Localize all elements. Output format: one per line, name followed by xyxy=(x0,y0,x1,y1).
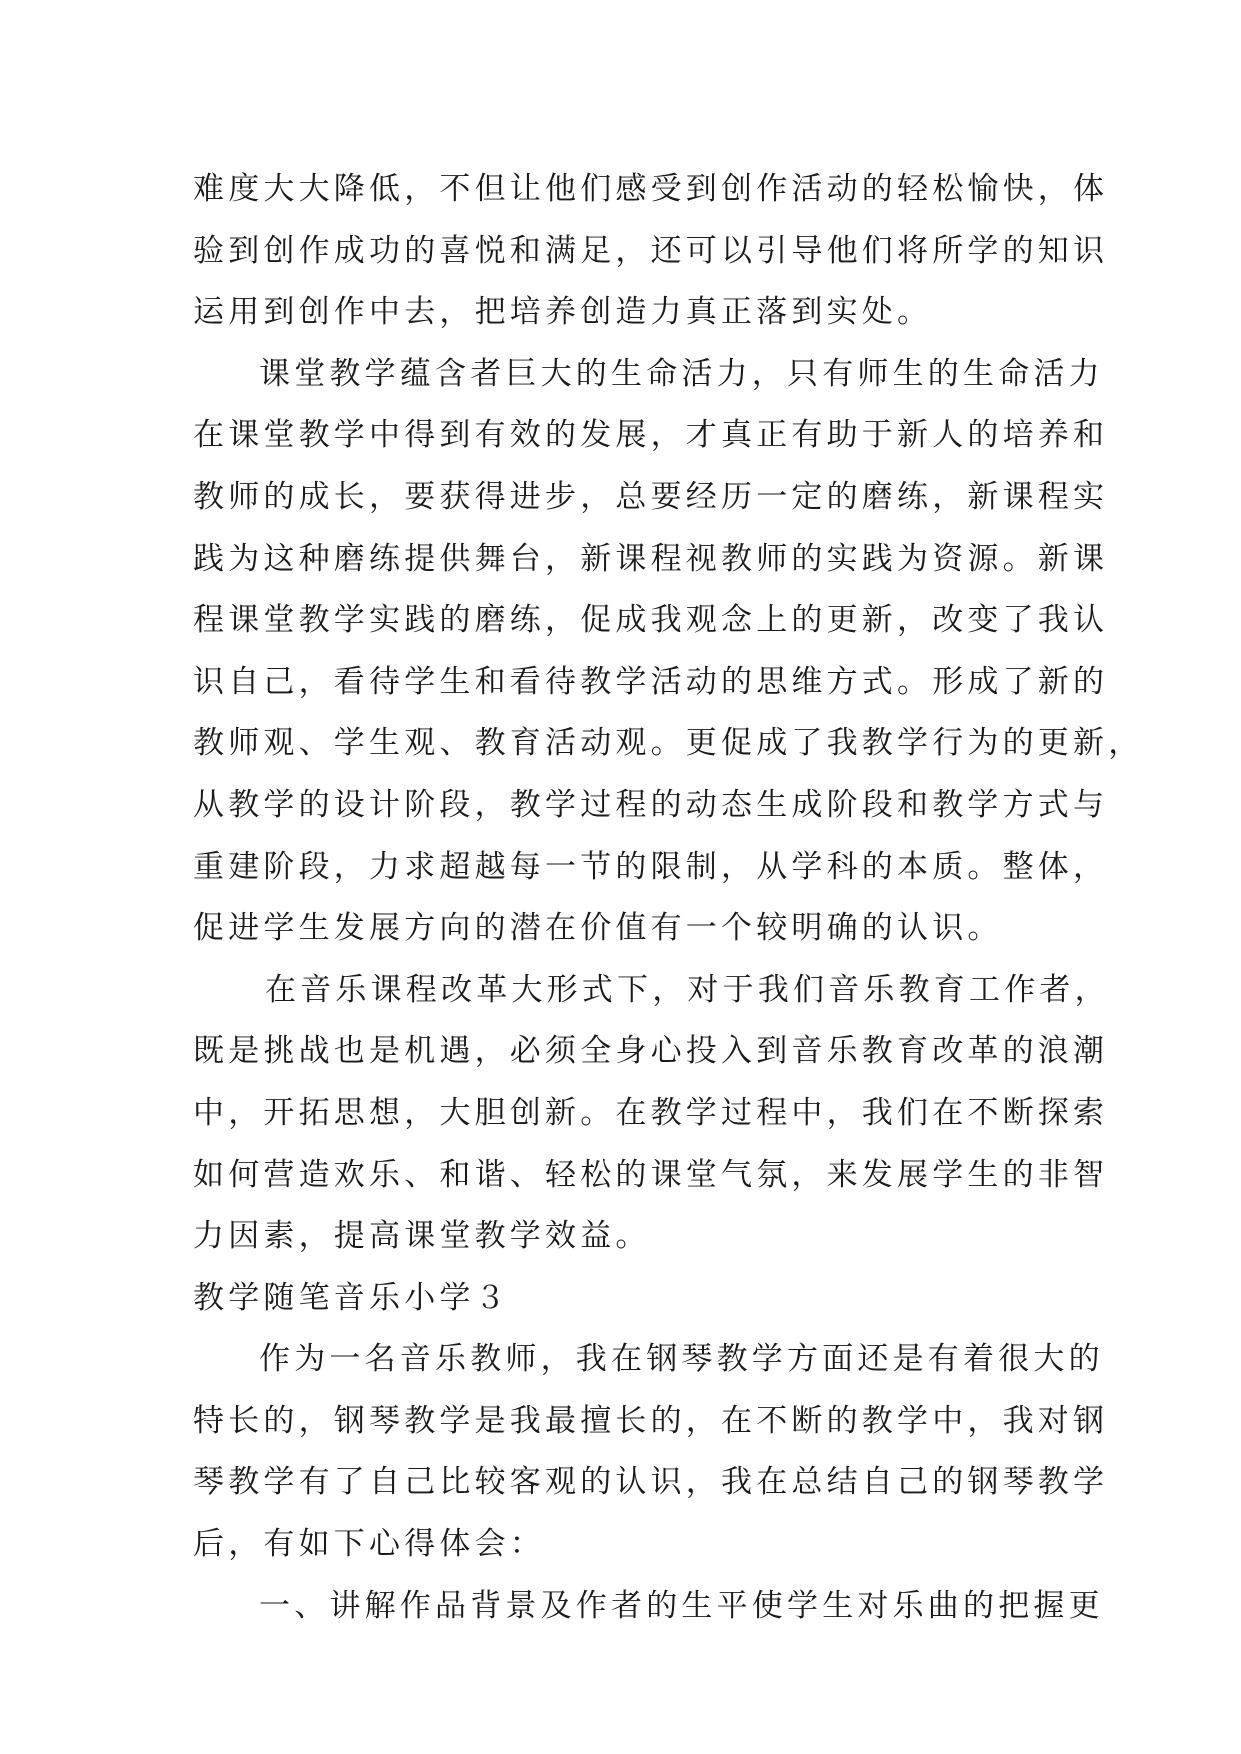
paragraph-line: 中，开拓思想，大胆创新。在教学过程中，我们在不断探索 xyxy=(193,1094,1109,1131)
paragraph-line: 促进学生发展方向的潜在价值有一个较明确的认识。 xyxy=(193,910,1003,947)
paragraph-line: 在课堂教学中得到有效的发展，才真正有助于新人的培养和 xyxy=(193,417,1109,454)
paragraph-line: 如何营造欢乐、和谐、轻松的课堂气氛，来发展学生的非智 xyxy=(193,1156,1109,1193)
paragraph-line: 验到创作成功的喜悦和满足，还可以引导他们将所学的知识 xyxy=(193,232,1109,269)
paragraph-line: 一、讲解作品背景及作者的生平使学生对乐曲的把握更 xyxy=(259,1587,1104,1624)
paragraph-line: 力因素，提高课堂教学效益。 xyxy=(193,1218,651,1255)
paragraph-line: 琴教学有了自己比较客观的认识，我在总结自己的钢琴教学 xyxy=(193,1464,1109,1501)
paragraph-line: 后，有如下心得体会： xyxy=(193,1526,545,1563)
paragraph-line: 程课堂教学实践的磨练，促成我观念上的更新，改变了我认 xyxy=(193,602,1109,639)
paragraph-line: 教师的成长，要获得进步，总要经历一定的磨练，新课程实 xyxy=(193,478,1109,515)
paragraph-line: 难度大大降低，不但让他们感受到创作活动的轻松愉快，体 xyxy=(193,171,1109,207)
paragraph-line: 教师观、学生观、教育活动观。更促成了我教学行为的更新， xyxy=(193,725,1144,762)
paragraph-line: 特长的，钢琴教学是我最擅长的，在不断的教学中，我对钢 xyxy=(193,1402,1109,1439)
document-body xyxy=(193,159,1144,1637)
paragraph-line: 课堂教学蕴含者巨大的生命活力，只有师生的生命活力 xyxy=(259,355,1104,392)
paragraph-line: 运用到创作中去，把培养创造力真正落到实处。 xyxy=(193,294,933,331)
paragraph-line: 践为这种磨练提供舞台，新课程视教师的实践为资源。新课 xyxy=(193,540,1109,577)
paragraph-line: 从教学的设计阶段，教学过程的动态生成阶段和教学方式与 xyxy=(193,786,1109,823)
paragraph-line: 既是挑战也是机遇，必须全身心投入到音乐教育改革的浪潮 xyxy=(193,1033,1109,1070)
paragraph-line: 重建阶段，力求超越每一节的限制，从学科的本质。整体， xyxy=(193,848,1109,885)
paragraph-line: 在音乐课程改革大形式下，对于我们音乐教育工作者， xyxy=(265,971,1110,1008)
section-heading: 教学随笔音乐小学３ xyxy=(193,1279,510,1316)
paragraph-line: 作为一名音乐教师，我在钢琴教学方面还是有着很大的 xyxy=(259,1341,1104,1378)
paragraph-line: 识自己，看待学生和看待教学活动的思维方式。形成了新的 xyxy=(193,663,1109,700)
